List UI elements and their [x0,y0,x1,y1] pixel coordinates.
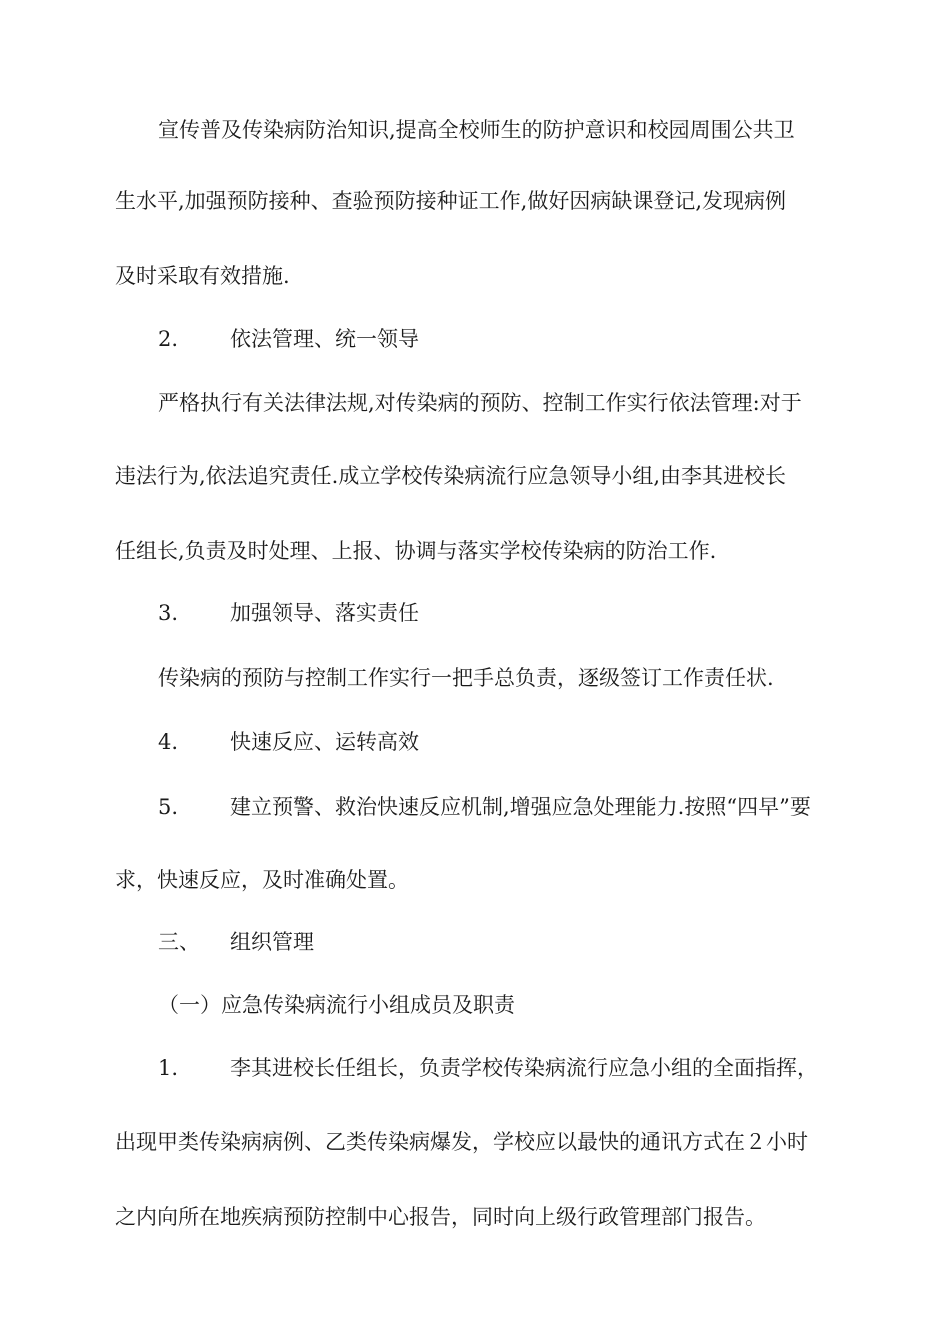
section-3-number: 三、 [158,930,200,954]
paragraph-2-line-2: 违法行为,依法追究责任.成立学校传染病流行应急领导小组,由李其进校长 [115,464,787,488]
member-1-line-2: 出现甲类传染病病例、乙类传染病爆发，学校应以最快的通讯方式在２小时 [115,1130,808,1154]
item-4-number: 4. [158,730,179,754]
item-5-line-2: 求，快速反应，及时准确处置。 [115,868,409,892]
item-4-heading: 快速反应、运转高效 [230,730,419,754]
member-1-number: 1. [158,1056,179,1080]
item-5-number: 5. [158,795,179,819]
paragraph-2-line-3: 任组长,负责及时处理、上报、协调与落实学校传染病的防治工作. [115,539,717,563]
item-3-heading: 加强领导、落实责任 [230,601,419,625]
item-2-number: 2. [158,327,179,351]
paragraph-1-line-3: 及时采取有效措施. [115,264,290,288]
subsection-1-heading: （一）应急传染病流行小组成员及职责 [158,993,515,1017]
member-1-line-1: 李其进校长任组长，负责学校传染病流行应急小组的全面指挥， [230,1056,818,1080]
item-2-heading: 依法管理、统一领导 [230,327,419,351]
paragraph-3-line-1: 传染病的预防与控制工作实行一把手总负责，逐级签订工作责任状. [158,666,774,690]
paragraph-1-line-2: 生水平,加强预防接种、查验预防接种证工作,做好因病缺课登记,发现病例 [115,189,787,213]
paragraph-2-line-1: 严格执行有关法律法规,对传染病的预防、控制工作实行依法管理:对于 [158,391,802,415]
section-3-heading: 组织管理 [230,930,314,954]
paragraph-1-line-1: 宣传普及传染病防治知识,提高全校师生的防护意识和校园周围公共卫 [158,118,795,142]
member-1-line-3: 之内向所在地疾病预防控制中心报告，同时向上级行政管理部门报告。 [115,1205,766,1229]
item-5-line-1: 建立预警、救治快速反应机制,增强应急处理能力.按照“四早”要 [230,795,811,819]
item-3-number: 3. [158,601,179,625]
